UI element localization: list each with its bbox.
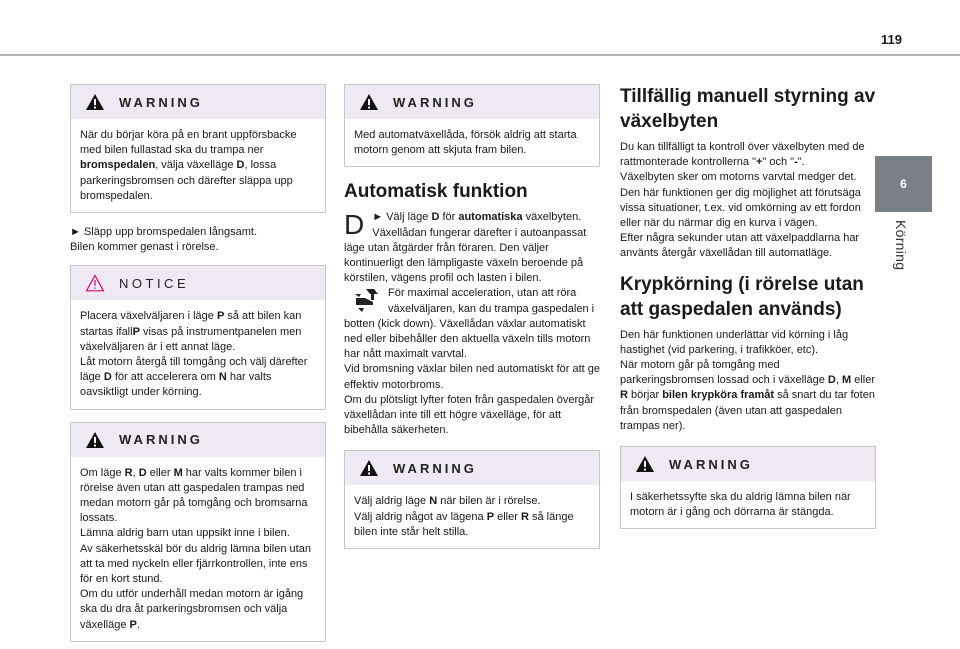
paragraph: ► Välj läge D för automatiska växelbyten. (372, 211, 582, 224)
section-heading: Automatisk funktion (344, 181, 528, 203)
warning-icon (359, 93, 379, 111)
warning-box (70, 84, 326, 213)
warning-body (345, 119, 599, 166)
warning-body (71, 119, 325, 212)
notice-icon (85, 274, 105, 292)
paragraph: Vid bromsning växlar bilen ned automatiskt för att ge effektiv motorbroms. (344, 363, 600, 391)
paragraph: I säkerhetssyfte ska du aldrig lämna bilen när motorn är i gång och dörrarna är stängda. (630, 491, 851, 519)
warning-title: WARNING (119, 432, 203, 448)
warning-title: WARNING (669, 456, 753, 472)
warning-icon (85, 93, 105, 111)
warning-header (345, 85, 599, 119)
paragraph: Låt motorn återgå till tomgång och välj därefter läge D för att accelerera om N har valts oavsiktligt under körning. (80, 356, 308, 399)
notice-body (71, 300, 325, 408)
paragraph: Av säkerhetsskäl bör du aldrig lämna bilen utan att ta med nyckeln eller fjärrkontrollen, inte ens för en kort stund. (80, 542, 311, 586)
warning-box (620, 446, 876, 529)
chapter-title: Körning (893, 220, 909, 271)
warning-box (344, 84, 600, 167)
paragraph: Välj aldrig något av lägena P eller R så länge bilen inte står helt stilla. (354, 510, 574, 538)
paragraph: Efter några sekunder utan att växelpaddlarna har använts återgår växellådan till automatläge. (620, 232, 860, 260)
warning-box (70, 422, 326, 642)
paragraph: För maximal acceleration, utan att röra växelväljaren, kan du trampa gaspedalen i botten (kick down). Växellådan växlar automatiskt ned eller bibehåller den aktuella växeln tills motorn har nått maximalt varvtal. (344, 287, 595, 361)
header-divider (0, 54, 960, 56)
page-number: 119 (881, 32, 902, 47)
automatic-mode-text (344, 210, 600, 438)
column-left (70, 84, 326, 649)
warning-header (345, 451, 599, 485)
warning-body (71, 457, 325, 641)
kickdown-text (344, 286, 600, 438)
column-right (620, 84, 876, 541)
warning-icon (85, 431, 105, 449)
warning-box (344, 450, 600, 549)
paragraph: Den här funktionen underlättar vid körning i låg hastighet (vid parkering, i trafikköer, etc). (620, 328, 849, 356)
column-middle (344, 84, 600, 561)
warning-body (621, 481, 875, 528)
paragraph: Med automatväxellåda, försök aldrig att starta motorn genom att skjuta fram bilen. (354, 129, 577, 157)
paragraph: När motorn går på tomgång med parkeringsbromsen lossad och i växelläge D, M eller R börjar bilen krypköra framåt så snart du tar foten från bromspedalen (även utan att gaspedalen trampas ner). (620, 359, 875, 432)
warning-title: WARNING (393, 94, 477, 110)
paragraph: Växellådan fungerar därefter i autoanpassat läge utan åtgärder från föraren. Den väljer kontinuerligt den lämpligaste växeln beroende på körstilen, vägens profil och lasten i bilen. (344, 226, 587, 285)
warning-title: WARNING (119, 94, 203, 110)
automatic-intro (344, 210, 600, 286)
notice-box (70, 265, 326, 409)
warning-title: WARNING (393, 460, 477, 476)
paragraph: Lämna aldrig barn utan uppsikt inne i bilen. (80, 527, 290, 540)
section-heading: Krypkörning (i rörelse utan att gaspedalen används) (620, 273, 864, 320)
paragraph: Bilen kommer genast i rörelse. (70, 241, 219, 254)
paragraph: Välj aldrig läge N när bilen är i rörelse. (354, 495, 541, 508)
chapter-tab[interactable] (875, 156, 932, 212)
creep-text (620, 328, 876, 434)
paragraph: ► Släpp upp bromspedalen långsamt. (70, 226, 257, 239)
paragraph: Om du utför underhåll medan motorn är igång ska du dra åt parkeringsbromsen och välja växelläge P. (80, 588, 304, 631)
paragraph: Du kan tillfälligt ta kontroll över växelbyten med de rattmonterade kontrollerna "+" och "-". (620, 141, 865, 169)
warning-icon (359, 459, 379, 477)
paragraph: Om läge R, D eller M har valts kommer bilen i rörelse även utan att gaspedalen trampas ned medan motorn går på tomgång och bromsarna lossats. (80, 466, 308, 525)
warning-body (345, 485, 599, 548)
kickdown-pedal-icon (352, 286, 382, 314)
paragraph: Den här funktionen ger dig möjlighet att förutsäga vissa situationer, t.ex. vid omkörning av ett fordon eller när du närmar dig en kurva i vägen. (620, 186, 861, 230)
warning-icon (635, 455, 655, 473)
manual-control-text (620, 140, 876, 262)
warning-header (621, 447, 875, 481)
notice-title: NOTICE (119, 275, 190, 291)
warning-header (71, 85, 325, 119)
notice-header (71, 266, 325, 300)
release-brake-text (70, 225, 326, 255)
section-heading: Tillfällig manuell styrning av växelbyten (620, 86, 876, 132)
gear-d-icon: D (344, 209, 365, 241)
paragraph: När du börjar köra på en brant uppförsbacke med bilen fullastad ska du trampa ner bromspedalen, välja växelläge D, lossa parkeringsbromsen och därefter släppa upp bromspedalen. (80, 129, 297, 202)
warning-header (71, 423, 325, 457)
chapter-number: 6 (900, 177, 907, 191)
paragraph: Om du plötsligt lyfter foten från gaspedalen övergår växellådan inte till ett högre växelläge, för att bibehålla säkerheten. (344, 393, 595, 437)
paragraph: Placera växelväljaren i läge P så att bilen kan startas ifallP visas på instrumentpanelen men växelväljaren är i ett annat läge. (80, 310, 302, 353)
paragraph: Växelbyten sker om motorns varvtal medger det. (620, 171, 857, 184)
